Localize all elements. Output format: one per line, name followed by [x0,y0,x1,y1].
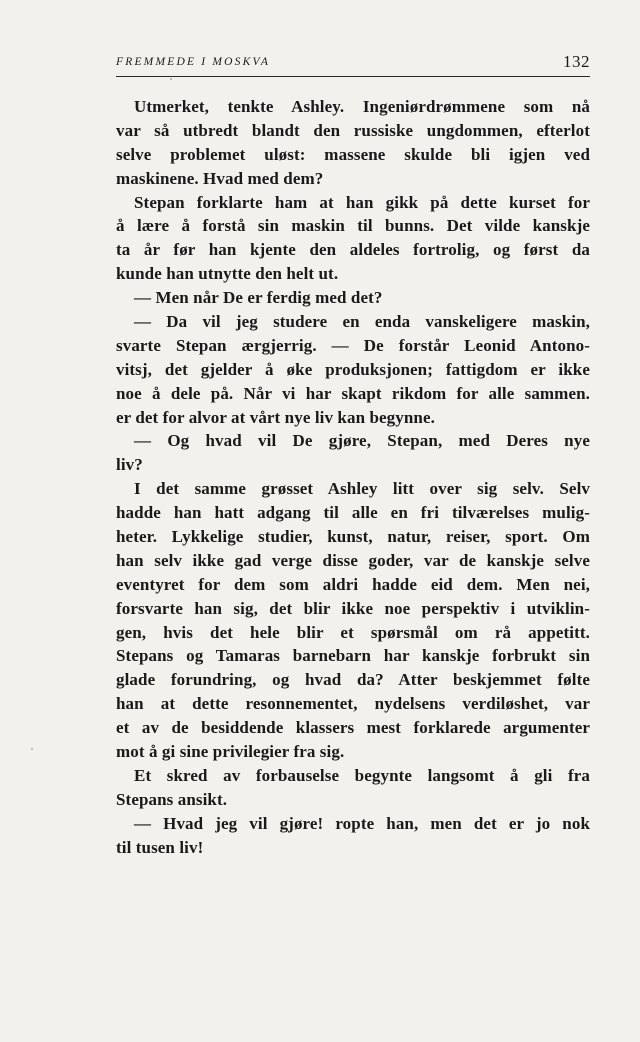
text-line: et av de besiddende klassers mest forklarede argumenter [116,718,590,738]
text-line: kunde han utnytte den helt ut. [116,264,339,284]
text-line: ta år før han kjente den aldeles fortrolig, og først da [116,240,590,260]
text-line: — Da vil jeg studere en enda vanskeligere maskin, [134,312,590,332]
text-line: noe å dele på. Når vi har skapt rikdom for alle sammen. [116,383,590,403]
text-line: Et skred av forbauselse begynte langsomt å gli fra [134,765,590,785]
text-line: gen, hvis det hele blir et spørsmål om rå appetitt. [116,622,590,642]
text-line: forsvarte han sig, det blir ikke noe perspektiv i utviklin- [116,598,590,618]
text-line: til tusen liv! [116,837,204,857]
paper-speck [170,78,172,80]
text-line: Stepan forklarte ham at han gikk på dette kurset for [134,192,590,212]
text-line: Stepans ansikt. [116,789,228,809]
text-line: liv? [116,455,143,475]
text-line: vitsj, det gjelder å øke produksjonen; fattigdom er ikke [116,359,590,379]
text-line: Utmerket, tenkte Ashley. Ingeniørdrømmene som nå [134,97,590,116]
running-header [116,52,590,77]
text-line: å lære å forstå sin maskin til bunns. Det vilde kanskje [116,216,590,236]
text-line: hadde han hatt adgang til alle en fri tilværelses mulig- [116,503,590,523]
text-line: han at dette resonnementet, nydelsens verdiløshet, var [116,694,590,714]
text-line: — Og hvad vil De gjøre, Stepan, med Deres nye [134,431,590,451]
text-line: selve problemet uløst: massene skulde bli igjen ved [116,144,590,164]
text-line: I det samme grøsset Ashley litt over sig selv. Selv [134,479,590,499]
text-line: — Men når De er ferdig med det? [134,288,383,308]
text-line: — Hvad jeg vil gjøre! ropte han, men det er jo nok [134,813,590,833]
text-line: maskinene. Hvad med dem? [116,168,324,188]
text-line: han selv ikke gad verge disse goder, var de kanskje selve [116,550,590,570]
text-line: eventyret for dem som aldri hadde eid dem. Men nei, [116,574,590,594]
running-title: FREMMEDE I MOSKVA [116,56,271,68]
page-number: 132 [563,52,590,71]
text-line: heter. Lykkelige studier, kunst, natur, reiser, sport. Om [116,527,590,547]
text-line: glade forundring, og hvad da? Atter beskjemmet følte [116,670,590,690]
text-line: var så utbredt blandt den russiske ungdommen, efterlot [116,120,590,140]
body-text [116,95,590,860]
text-line: er det for alvor at vårt nye liv kan begynne. [116,407,435,427]
text-line: mot å gi sine privilegier fra sig. [116,742,345,762]
text-line: svarte Stepan ærgjerrig. — De forstår Leonid Antono- [116,335,590,355]
paper-speck [31,748,33,750]
text-line: Stepans og Tamaras barnebarn har kanskje forbrukt sin [116,646,590,666]
